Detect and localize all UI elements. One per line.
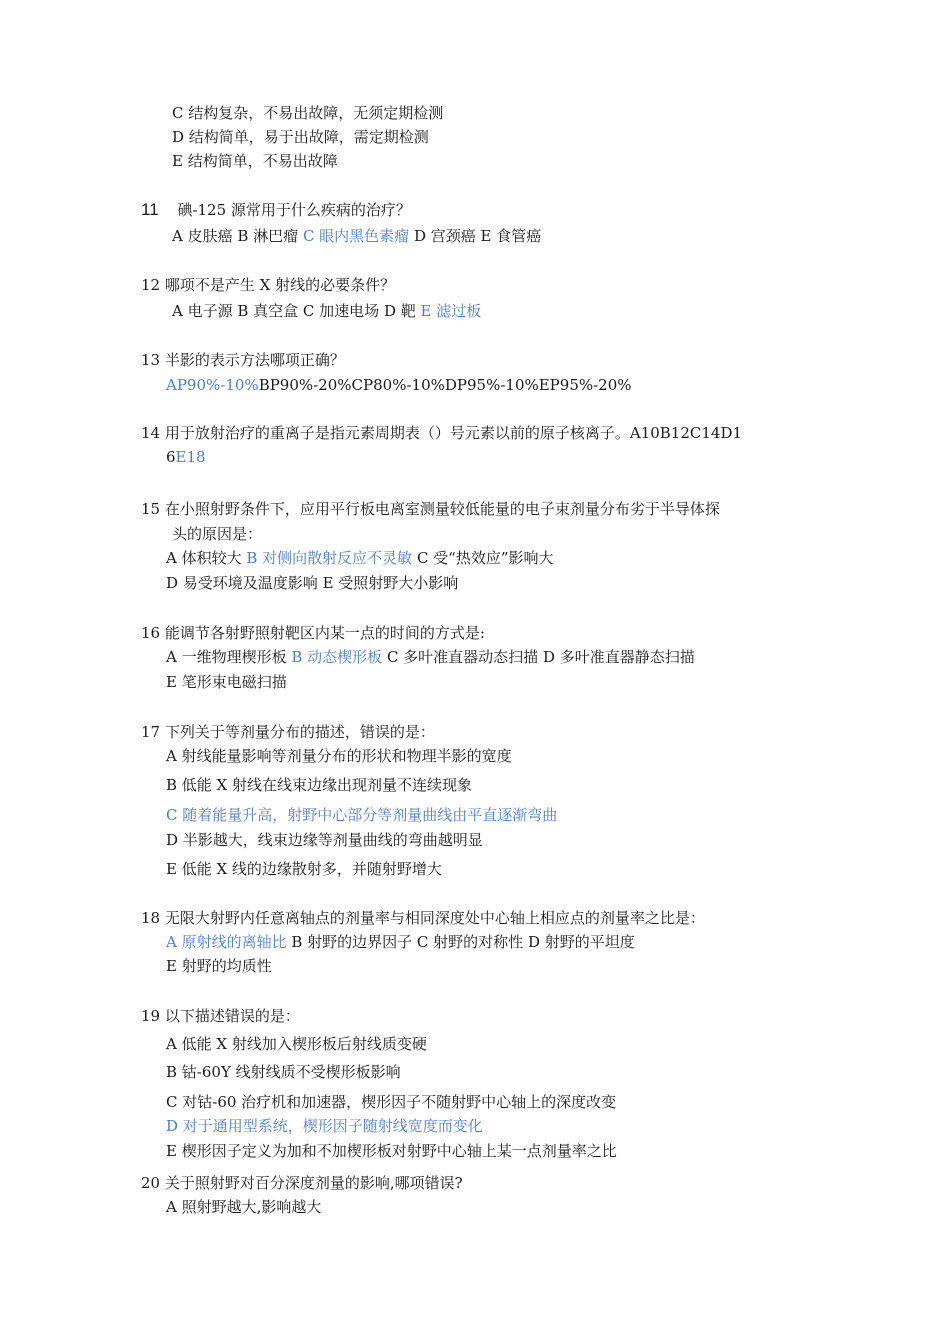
q15-option-b-answer: B 对侧向散射反应不灵敏	[246, 549, 413, 567]
q11-option-c-answer: C 眼内黑色素瘤	[302, 227, 410, 245]
q18-stem: 18 无限大射野内任意离轴点的剂量率与相同深度处中心轴上相应点的剂量率之比是：	[141, 909, 705, 927]
q17-option-c-answer: C 随着能量升高，射野中心部分等剂量曲线由平直逐渐弯曲	[166, 806, 558, 824]
q20-option-a: A 照射野越大,影响越大	[166, 1198, 322, 1216]
q14-option-e-answer: E18	[175, 448, 206, 466]
q16-option-cd: C 多叶准直器动态扫描 D 多叶准直器静态扫描	[382, 648, 695, 666]
q10-option-c: C 结构复杂，不易出故障，无须定期检测	[172, 104, 444, 122]
q14-stem: 14 用于放射治疗的重离子是指元素周期表（）号元素以前的原子核离子。A10B12C14D1	[141, 424, 743, 442]
q18-options-abcd	[166, 932, 635, 952]
q12-option-e-answer: E 滤过板	[420, 302, 482, 320]
q16-option-a: A 一维物理楔形板	[166, 648, 292, 666]
q17-stem: 17 下列关于等剂量分布的描述，错误的是：	[141, 723, 435, 741]
q19-option-c: C 对钴-60 治疗机和加速器，楔形因子不随射野中心轴上的深度改变	[166, 1093, 617, 1111]
q16-option-b-answer: B 动态楔形板	[291, 648, 383, 666]
q12-options	[172, 301, 481, 321]
q17-option-e: E 低能 X 线的边缘散射多，并随射野增大	[166, 860, 442, 878]
q13-options	[166, 375, 632, 395]
q16-option-e: E 笔形束电磁扫描	[166, 673, 287, 691]
q15-stem-line1: 15 在小照射野条件下，应用平行板电离室测量较低能量的电子束剂量分布劣于半导体探	[141, 500, 720, 518]
q20-stem: 20 关于照射野对百分深度剂量的影响,哪项错误?	[141, 1174, 463, 1192]
q18-option-a-answer: A 原射线的离轴比	[166, 933, 287, 951]
q14-cont: 6	[166, 448, 176, 466]
q16-stem: 16 能调节各射野照射靶区内某一点的时间的方式是:	[141, 624, 485, 642]
q16-options-abcd	[166, 647, 695, 667]
q14-continuation	[166, 447, 206, 467]
q15-stem-line2: 头的原因是：	[172, 525, 263, 543]
q18-option-bcd: B 射野的边界因子 C 射野的对称性 D 射野的平坦度	[286, 933, 635, 951]
q13-option-rest: BP90%-20%CP80%-10%DP95%-10%EP95%-20%	[258, 376, 632, 394]
q13-stem: 13 半影的表示方法哪项正确？	[141, 351, 345, 369]
q19-option-d-answer: D 对于通用型系统，楔形因子随射线宽度而变化	[166, 1117, 483, 1135]
q10-option-e: E 结构简单，不易出故障	[172, 152, 338, 170]
q11-option-de: D 宫颈癌 E 食管癌	[409, 227, 542, 245]
q19-option-e: E 楔形因子定义为加和不加楔形板对射野中心轴上某一点剂量率之比	[166, 1142, 617, 1160]
q19-stem: 19 以下描述错误的是：	[141, 1007, 300, 1025]
q17-option-b: B 低能 X 射线在线束边缘出现剂量不连续现象	[166, 776, 473, 794]
q10-option-d: D 结构简单，易于出故障，需定期检测	[172, 128, 429, 146]
q15-options-de: D 易受环境及温度影响 E 受照射野大小影响	[166, 574, 459, 592]
q17-option-a: A 射线能量影响等剂量分布的形状和物理半影的宽度	[166, 747, 512, 765]
q17-option-d: D 半影越大，线束边缘等剂量曲线的弯曲越明显	[166, 831, 483, 849]
q19-option-a: A 低能 X 射线加入楔形板后射线质变硬	[166, 1035, 427, 1053]
q11-stem	[141, 200, 411, 220]
q19-option-b: B 钴-60Y 线射线质不受楔形板影响	[166, 1063, 401, 1081]
q11-number: 11	[141, 200, 159, 219]
q12-option-ad: A 电子源 B 真空盒 C 加速电场 D 靶	[172, 302, 421, 320]
q12-stem: 12 哪项不是产生 X 射线的必要条件？	[141, 276, 396, 294]
q15-option-a: A 体积较大	[166, 549, 247, 567]
q11-options	[172, 226, 541, 246]
q11-stem-text: 碘-125 源常用于什么疾病的治疗？	[177, 201, 411, 219]
q13-option-a-answer: AP90%-10%	[166, 376, 259, 394]
q11-option-ab: A 皮肤癌 B 淋巴瘤	[172, 227, 303, 245]
q15-option-c: C 受“热效应”影响大	[412, 549, 554, 567]
q15-options-abc	[166, 548, 554, 568]
q18-option-e: E 射野的均质性	[166, 957, 272, 975]
